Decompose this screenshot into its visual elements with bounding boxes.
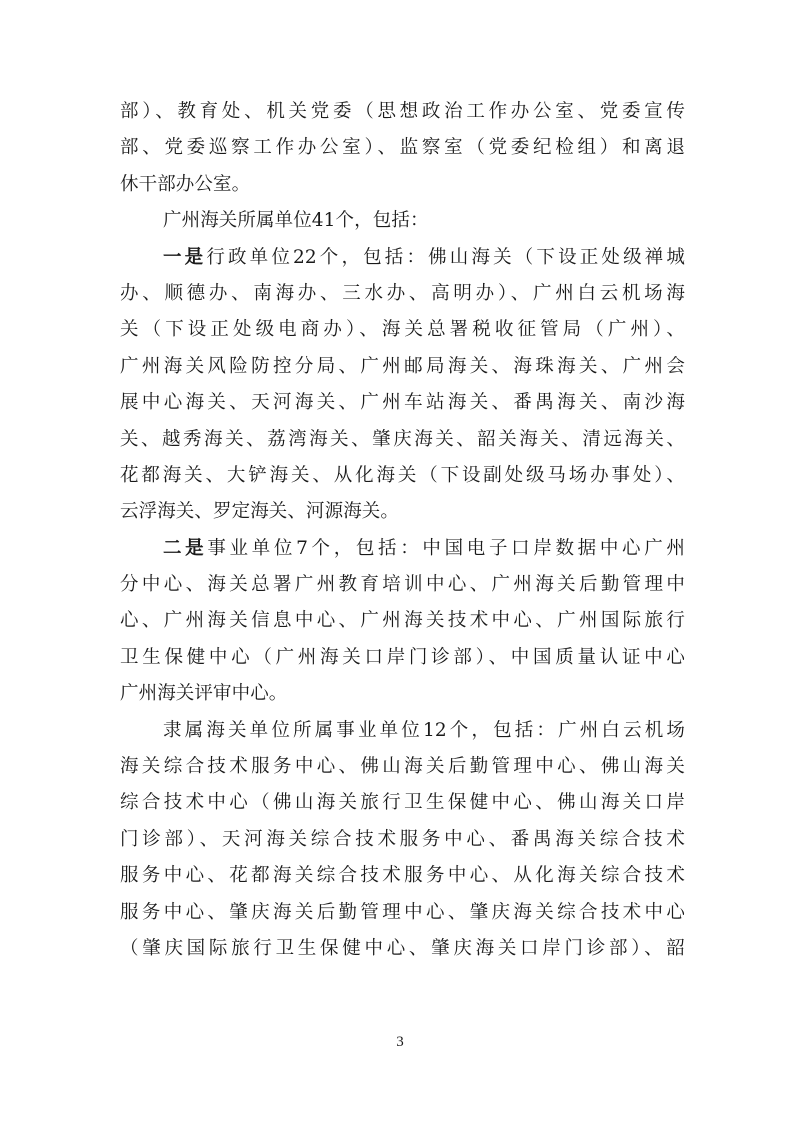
paragraph-line: 办、顺德办、南海办、三水办、高明办）、广州白云机场海 (120, 282, 685, 304)
paragraph-line: 海关综合技术服务中心、佛山海关后勤管理中心、佛山海关 (120, 756, 685, 778)
paragraph-lead: 一是 (163, 246, 207, 268)
paragraph-line: 广州海关所属单位41个，包括： (163, 210, 429, 232)
paragraph-lead: 二是 (163, 537, 208, 559)
paragraph-line: 分中心、海关总署广州教育培训中心、广州海关后勤管理中 (120, 574, 685, 596)
page-number: 3 (396, 1034, 404, 1050)
paragraph-line: 部、党委巡察工作办公室）、监察室（党委纪检组）和离退 (120, 137, 685, 159)
paragraph-line: 部）、教育处、机关党委（思想政治工作办公室、党委宣传 (120, 101, 685, 122)
paragraph-line: （肇庆国际旅行卫生保健中心、肇庆海关口岸门诊部）、韶 (120, 937, 685, 959)
paragraph-line: 服务中心、花都海关综合技术服务中心、从化海关综合技术 (120, 865, 685, 887)
paragraph-line: 休干部办公室。 (120, 173, 251, 195)
paragraph-line: 心、广州海关信息中心、广州海关技术中心、广州国际旅行 (120, 610, 685, 632)
paragraph-line: 一是行政单位22个，包括：佛山海关（下设正处级禅城 (163, 246, 685, 268)
paragraph-line: 关、越秀海关、荔湾海关、肇庆海关、韶关海关、清远海关、 (120, 428, 685, 450)
paragraph-line: 广州海关评审中心。 (120, 683, 288, 705)
paragraph-line: 服务中心、肇庆海关后勤管理中心、肇庆海关综合技术中心 (120, 901, 685, 923)
paragraph-line: 展中心海关、天河海关、广州车站海关、番禺海关、南沙海 (120, 392, 685, 414)
paragraph-line: 二是事业单位7个，包括：中国电子口岸数据中心广州 (163, 537, 685, 559)
paragraph-line: 门诊部）、天河海关综合技术服务中心、番禺海关综合技术 (120, 828, 685, 850)
paragraph-line: 卫生保健中心（广州海关口岸门诊部）、中国质量认证中心 (120, 646, 685, 668)
paragraph-line: 花都海关、大铲海关、从化海关（下设副处级马场办事处）、 (120, 464, 685, 486)
paragraph-line: 关（下设正处级电商办）、海关总署税收征管局（广州）、 (120, 319, 685, 341)
body-text (120, 94, 685, 967)
paragraph-line: 云浮海关、罗定海关、河源海关。 (120, 501, 400, 523)
paragraph-line: 隶属海关单位所属事业单位12个，包括：广州白云机场 (163, 719, 685, 741)
paragraph-line: 综合技术中心（佛山海关旅行卫生保健中心、佛山海关口岸 (120, 792, 685, 814)
paragraph-line: 广州海关风险防控分局、广州邮局海关、海珠海关、广州会 (120, 355, 685, 377)
